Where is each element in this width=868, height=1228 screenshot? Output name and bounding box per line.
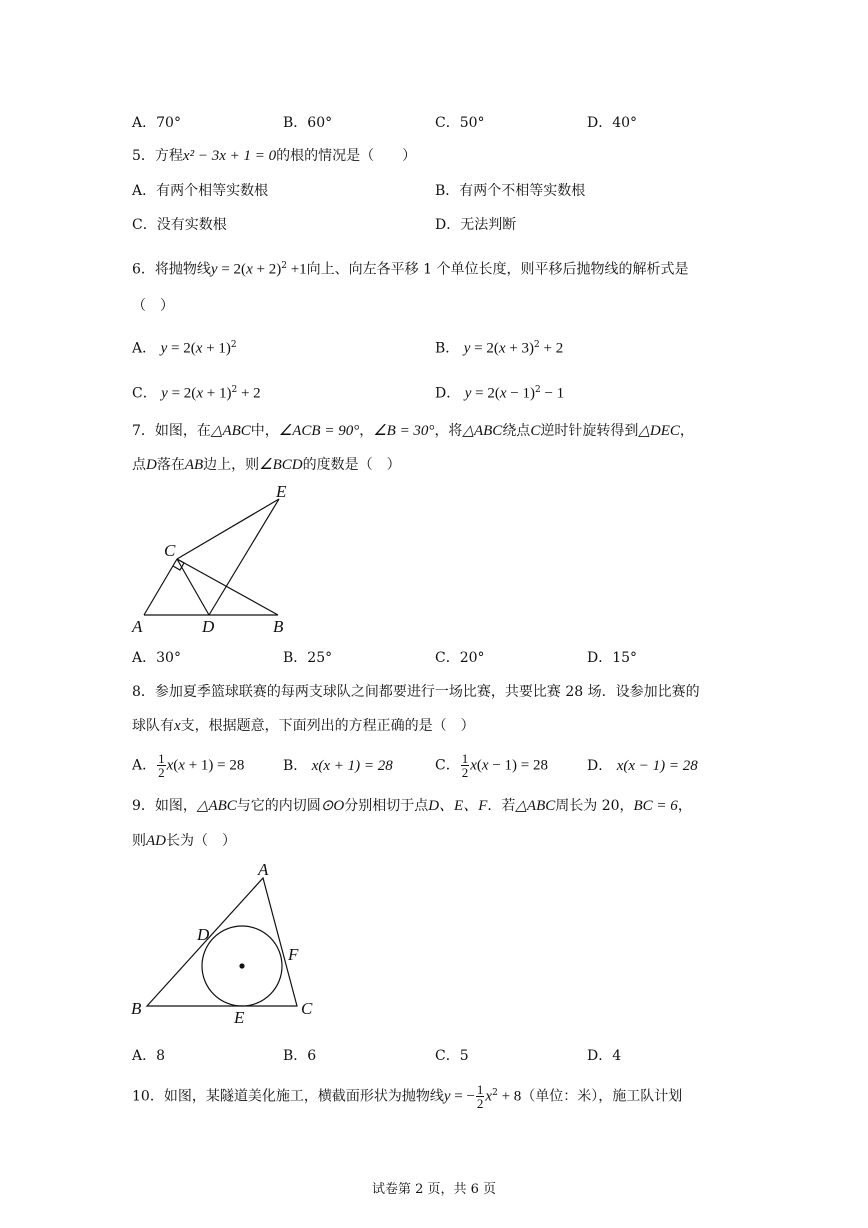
q7-option-c: C．20° xyxy=(435,650,485,666)
q5-stem: 5．方程x² − 3x + 1 = 0的根的情况是（ ） xyxy=(132,148,417,164)
q9-label-c: C xyxy=(301,999,313,1018)
q8-option-b: B． x(x + 1) = 28 xyxy=(283,758,393,774)
q8-option-a: A． $\frac{1}{2}$ x(x + 1) = 28 xyxy=(132,751,245,780)
q9-option-d: D．4 xyxy=(587,1048,622,1064)
q9-stem-line1: 9．如图，△ABC与它的内切圆⊙O分别相切于点D、E、F．若△ABC周长为 20，BC = 6， xyxy=(132,798,692,814)
q7-segment-ce xyxy=(177,499,279,559)
q4-option-d: D．40° xyxy=(587,115,638,131)
q9-label-f: F xyxy=(288,945,299,964)
q6-option-c: C． $y = 2(x + 1)^2 + 2$ xyxy=(132,385,261,402)
q7-segment-de xyxy=(209,499,279,615)
q5-option-b: B．有两个不相等实数根 xyxy=(435,183,586,199)
q9-center-dot xyxy=(239,963,244,968)
q9-label-a: A xyxy=(258,860,269,879)
q9-option-c: C．5 xyxy=(435,1048,469,1064)
q7-segment-ac xyxy=(144,559,177,615)
q7-option-b: B．25° xyxy=(283,650,333,666)
q9-stem-line2: 则AD长为（ ） xyxy=(132,833,236,849)
q9-label-b: B xyxy=(131,999,142,1018)
q7-figure xyxy=(125,478,305,638)
q7-label-b: B xyxy=(273,617,284,636)
q6-option-b: B． $y = 2(x + 3)^2 + 2$ xyxy=(435,340,564,357)
q5-equation: x² − 3x + 1 = 0 xyxy=(182,148,277,164)
q4-option-b: B．60° xyxy=(283,115,333,131)
q4-option-a: A．70° xyxy=(132,115,181,131)
q9-label-d: D xyxy=(197,925,210,944)
q9-label-e: E xyxy=(234,1008,245,1027)
q5-option-c: C．没有实数根 xyxy=(132,217,227,233)
q7-label-d: D xyxy=(202,617,215,636)
q9-option-b: B．6 xyxy=(283,1048,317,1064)
q8-stem-line2: 球队有x支，根据题意，下面列出的方程正确的是（ ） xyxy=(132,718,475,734)
q7-option-d: D．15° xyxy=(587,650,638,666)
q8-option-d: D． x(x − 1) = 28 xyxy=(587,758,698,774)
q7-option-a: A．30° xyxy=(132,650,181,666)
q10-stem: 10．如图，某隧道美化施工，横截面形状为抛物线y = − $\frac{1}{2}$ $x^2 + 8$（单位：米），施工队计划 xyxy=(132,1082,683,1112)
q6-option-a: A． $y = 2(x + 1)^2$ xyxy=(132,340,237,357)
q7-segment-cb xyxy=(177,559,278,615)
q7-label-c: C xyxy=(164,541,176,560)
q6-paren: （ ） xyxy=(132,298,174,314)
q7-stem-line2: 点D落在AB边上，则∠BCD的度数是（ ） xyxy=(132,457,401,473)
q6-stem: 6．将抛物线$y = 2(x + 2)^2 +1$向上、向左各平移 1 个单位长度，则平移后抛物线的解析式是 xyxy=(132,261,689,278)
q8-stem-line1: 8．参加夏季篮球联赛的每两支球队之间都要进行一场比赛，共要比赛 28 场．设参加比赛的 xyxy=(132,684,700,700)
q5-option-a: A．有两个相等实数根 xyxy=(132,183,269,199)
q6-option-d: D． $y = 2(x - 1)^2 - 1$ xyxy=(435,385,565,402)
q7-label-a: A xyxy=(132,617,143,636)
q9-option-a: A．8 xyxy=(132,1048,166,1064)
page-footer: 试卷第 2 页，共 6 页 xyxy=(371,1182,497,1197)
q7-stem-line1: 7．如图，在△ABC中，∠ACB = 90°，∠B = 30°，将△ABC绕点C逆时针旋转得到△DEC， xyxy=(132,423,694,439)
q4-option-c: C．50° xyxy=(435,115,485,131)
q9-figure xyxy=(125,860,330,1030)
q8-option-c: C． $\frac{1}{2}$ x(x − 1) = 28 xyxy=(435,751,548,780)
q5-option-d: D．无法判断 xyxy=(435,217,517,233)
q7-label-e: E xyxy=(276,482,287,501)
